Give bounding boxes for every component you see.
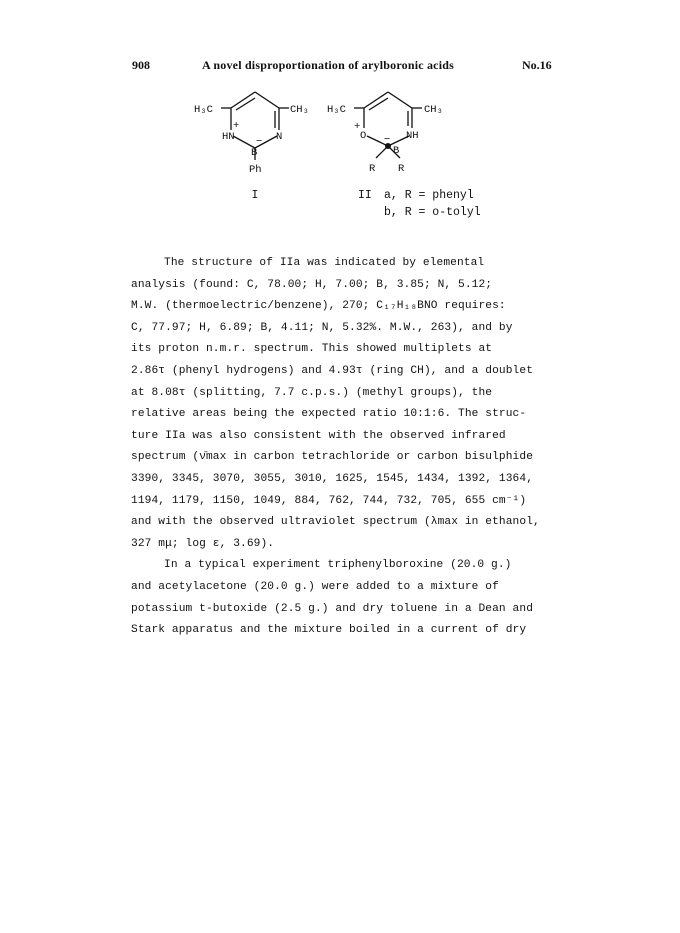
II-plus: + [354,121,361,133]
bond [255,92,279,108]
II-variant-a: a, R = phenyl [384,189,474,202]
I-minus: − [256,136,263,148]
text-line: analysis (found: C, 78.00; H, 7.00; B, 3.85; N, 5.12; [131,278,493,291]
text-line: ture IIa was also consistent with the observed infrared [131,429,506,442]
page-number: 908 [132,58,150,72]
bond [388,92,412,108]
text-line: relative areas being the expected ratio 10:1:6. The struc- [131,408,527,421]
II-r1: R [369,163,376,175]
bond-double-inner [236,98,255,110]
bond-double-inner [369,98,388,110]
II-b: B [393,145,400,157]
text-line: potassium t-butoxide (2.5 g.) and dry toluene in a Dean and [131,602,534,615]
I-b: B [251,147,258,159]
II-minus: − [384,134,391,146]
I-left-methyl: H₃C [194,104,213,116]
text-line: 327 mμ; log ε, 3.69). [131,537,275,550]
text-line: 1194, 1179, 1150, 1049, 884, 762, 744, 732, 705, 655 cm⁻¹) [131,494,527,507]
II-r2: R [398,163,405,175]
II-nh: NH [406,130,419,142]
I-right-methyl: CH₃ [290,104,309,116]
text-line: and acetylacetone (20.0 g.) were added to a mixture of [131,580,499,593]
text-line: The structure of IIa was indicated by elemental [164,257,485,269]
text-line: at 8.08τ (splitting, 7.7 c.p.s.) (methyl groups), the [131,386,493,399]
I-nh: HN [222,131,235,143]
chemical-structures [0,80,680,230]
I-ph: Ph [249,164,262,176]
text-line: C, 77.97; H, 6.89; B, 4.11; N, 5.32%. M.W., 263), and by [131,321,513,334]
text-line: its proton n.m.r. spectrum. This showed multiplets at [131,343,493,356]
text-line: spectrum (ν̄max in carbon tetrachloride or carbon bisulphide [131,451,534,464]
text-line: and with the observed ultraviolet spectrum (λmax in ethanol, [131,516,540,529]
text-line: In a typical experiment triphenylboroxine (20.0 g.) [164,559,512,572]
text-line: 3390, 3345, 3070, 3055, 3010, 1625, 1545, 1434, 1392, 1364, [131,472,534,485]
text-line: M.W. (thermoelectric/benzene), 270; C₁₇H₁₈BNO requires: [131,300,506,313]
II-o: O [360,130,367,142]
II-left-methyl: H₃C [327,104,346,116]
body-text [131,253,571,642]
I-n: N [276,131,283,143]
running-header [0,58,680,74]
II-right-methyl: CH₃ [424,104,443,116]
I-plus: + [233,120,240,132]
text-line: 2.86τ (phenyl hydrogens) and 4.93τ (ring CH), and a doublet [131,364,534,377]
I-label: I [251,189,259,202]
issue-number: No.16 [522,58,552,72]
II-label: II [358,189,372,202]
running-title: A novel disproportionation of arylboronic acids [202,58,454,72]
text-line: Stark apparatus and the mixture boiled in a current of dry [131,624,527,637]
II-variant-b: b, R = o-tolyl [384,206,481,219]
